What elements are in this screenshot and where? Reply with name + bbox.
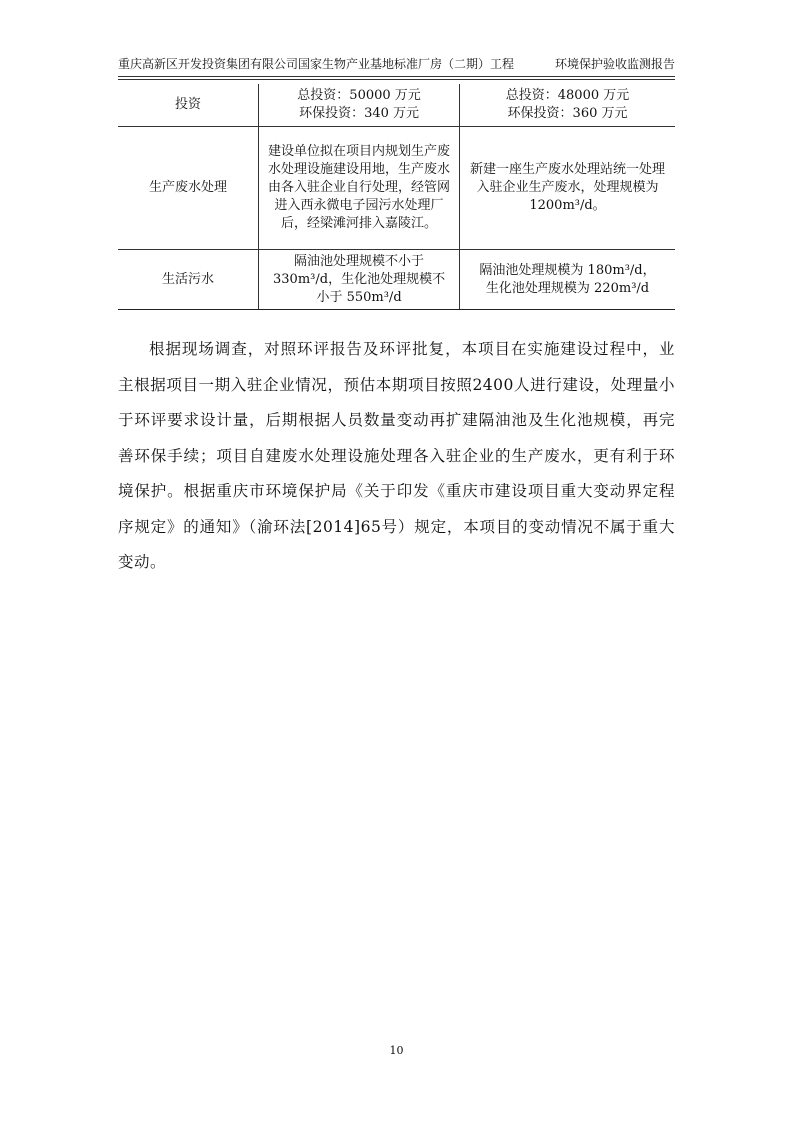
cell-line: 总投资：50000 万元 [297, 88, 421, 103]
table-cell: 建设单位拟在项目内规划生产废水处理设施建设用地，生产废水由各入驻企业自行处理，经管网进入西永微电子园污水处理厂后，经梁滩河排入嘉陵江。 [259, 127, 460, 250]
cell-line: 环保投资：340 万元 [299, 106, 420, 121]
table-cell [259, 84, 460, 127]
cell-line: 总投资：48000 万元 [505, 88, 630, 103]
row-label: 生活污水 [118, 250, 259, 310]
cell-line: 生化池处理规模为 220m³/d [485, 280, 650, 296]
header-report-title: 环境保护验收监测报告 [554, 57, 675, 71]
row-label: 生产废水处理 [118, 127, 259, 250]
table-cell [460, 250, 675, 310]
table-cell: 隔油池处理规模不小于330m³/d，生化池处理规模不小于 550m³/d [259, 250, 460, 310]
table-cell [460, 84, 675, 127]
table-row [118, 84, 675, 127]
body-paragraph: 根据现场调查，对照环评报告及环评批复，本项目在实施建设过程中，业主根据项目一期入驻企业情况，预估本期项目按照2400人进行建设，处理量小于环评要求设计量，后期根据人员数量变动再扩建隔油池及生化池规模，再完善环保手续；项目自建废水处理设施处理各入驻企业的生产废水，更有利于环境保护。根据重庆市环境保护局《关于印发《重庆市建设项目重大变动界定程序规定》的通知》（渝环法[2014]65号）规定，本项目的变动情况不属于重大变动。 [118, 340, 675, 571]
comparison-table [118, 84, 675, 310]
page-header [118, 56, 675, 77]
cell-line: 环保投资：360 万元 [507, 106, 628, 121]
header-project-title: 重庆高新区开发投资集团有限公司国家生物产业基地标准厂房（二期）工程 [118, 57, 515, 71]
table-row [118, 250, 675, 310]
page-number: 10 [389, 1044, 404, 1057]
table-cell: 新建一座生产废水处理站统一处理入驻企业生产废水，处理规模为 1200m³/d。 [460, 127, 675, 250]
row-label: 投资 [118, 84, 259, 127]
table-row [118, 127, 675, 250]
cell-line: 隔油池处理规模为 180m³/d， [479, 262, 656, 278]
header-divider [118, 79, 675, 80]
